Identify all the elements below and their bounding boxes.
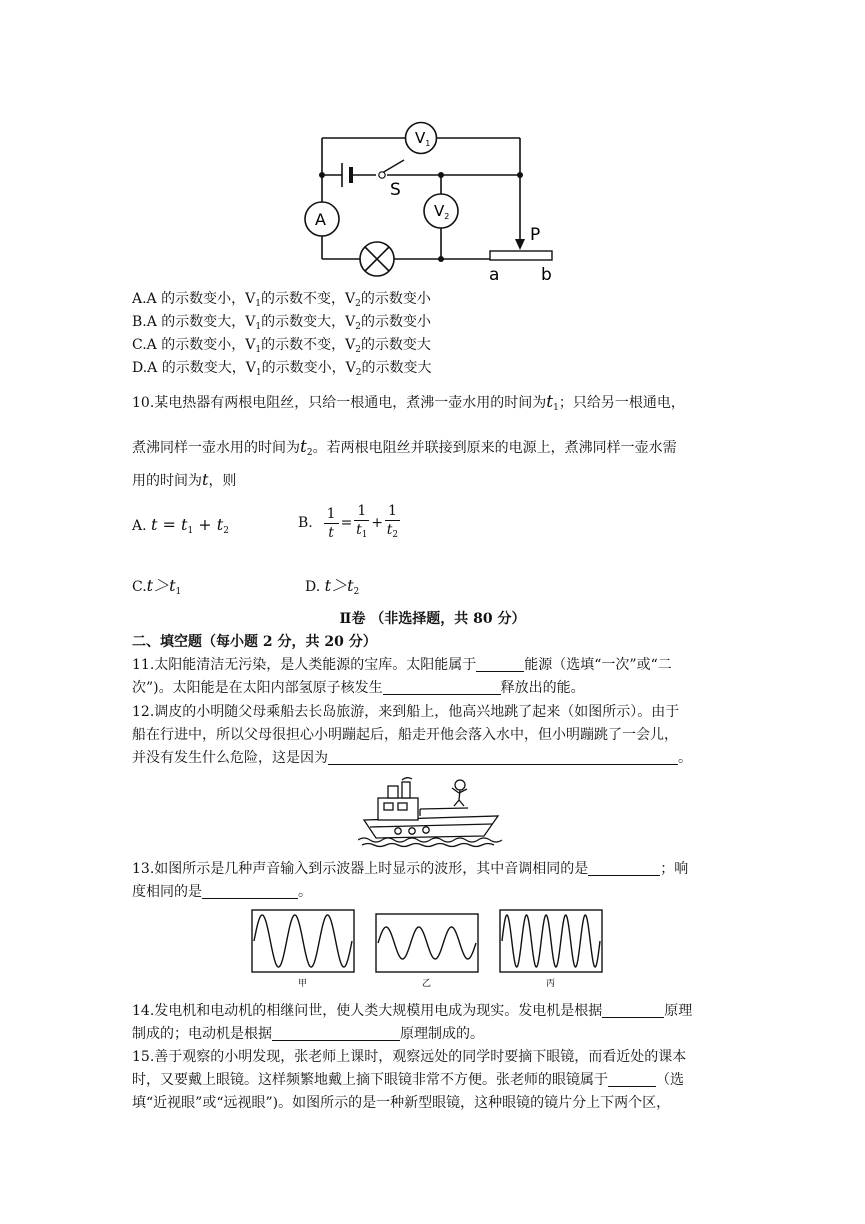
waveform-label-jia: 甲 [298, 979, 308, 989]
section2-title: 二、填空题（每小题 2 分，共 20 分） [132, 634, 377, 650]
switch-contact [379, 172, 385, 178]
fraction-1-over-t1: $\frac{1}{t_1}$ [356, 503, 368, 540]
ammeter-label: A [315, 210, 326, 229]
boat-illustration [358, 776, 508, 848]
junction-dot [438, 256, 444, 262]
end-b-label: b [541, 265, 552, 285]
q14-line-1: 14.发电机和电动机的相继问世，使人类大规模用电成为现实。发电机是根据 原理 [132, 1003, 693, 1019]
q12-line-1: 12.调皮的小明随父母乘船去长岛旅游，来到船上，他高兴地跳了起来（如图所示）。由于 [132, 704, 680, 720]
answer-blank[interactable] [383, 678, 501, 695]
q13-line-2: 度相同的是 。 [132, 884, 312, 900]
waveform-panels [250, 908, 610, 990]
fraction-1-over-t: $\frac{1}{t}$ [324, 505, 339, 542]
q10-line-2: 煮沸同样一壶水用的时间为$t_2$。若两根电阻丝并联接到原来的电源上，煮沸同样一壶水需 [132, 437, 677, 458]
switch-label: S [390, 180, 401, 200]
answer-blank[interactable] [602, 1001, 664, 1018]
q10-option-c: $C.t>t_1$ [132, 576, 182, 597]
q10-line-3: 用的时间为t，则 [132, 470, 237, 489]
fraction-1-over-t2: $\frac{1}{t_2}$ [386, 503, 399, 540]
q9-option-c: C.A 的示数变小，$V_1$的示数不变，$V_2$的示数变大 [132, 337, 431, 355]
switch-blade [382, 160, 404, 173]
answer-blank[interactable] [608, 1070, 656, 1087]
rheostat [490, 251, 552, 260]
q11-line-1: 11.太阳能清洁无污染，是人类能源的宝库。太阳能属于 能源（选填“一次”或“二 [132, 657, 672, 673]
answer-blank[interactable] [476, 655, 524, 672]
q15-line-2: 时，又要戴上眼镜。这样频繁地戴上摘下眼镜非常不方便。张老师的眼镜属于 （选 [132, 1072, 684, 1088]
q12-line-2: 船在行进中，所以父母很担心小明蹦起后，船走开他会落入水中，但小明蹦跳了一会儿， [132, 727, 678, 743]
q10-option-a: A. $t = t_1 + t_2$ [132, 515, 229, 536]
waveform-label-yi: 乙 [422, 979, 432, 989]
q9-option-a: A.A 的示数变小，$V_1$的示数不变，$V_2$的示数变小 [132, 291, 431, 309]
answer-blank[interactable] [272, 1024, 400, 1041]
q9-option-b: B.A 的示数变大，$V_1$的示数变大，$V_2$的示数变小 [132, 314, 432, 332]
q9-option-d: D.A 的示数变大，$V_1$的示数变小，$V_2$的示数变大 [132, 360, 432, 378]
answer-blank[interactable] [202, 882, 298, 899]
q15-line-3: 填“近视眼”或“远视眼”)。如图所示的是一种新型眼镜，这种眼镜的镜片分上下两个区， [132, 1095, 671, 1111]
slider-arrow [515, 239, 525, 250]
answer-blank[interactable] [328, 748, 678, 765]
q10-line-1: 10.某电热器有两根电阻丝，只给一根通电，煮沸一壶水用的时间为$t_1$；只给另一根通电， [132, 392, 685, 413]
v1-label: $V_1$ [415, 129, 431, 148]
answer-blank[interactable] [588, 859, 660, 876]
waveform-bing [502, 915, 600, 967]
q11-line-2: 次”)。太阳能是在太阳内部氢原子核发生 释放出的能。 [132, 680, 585, 696]
q10-option-d: D. $t>t_2$ [305, 576, 360, 597]
q12-line-3: 并没有发生什么危险，这是因为 。 [132, 750, 692, 766]
q10-option-b: B. $\frac{1}{t}$ = $\frac{1}{t_1}$ + $\frac{1}{t_2}$ [298, 502, 402, 544]
junction-dot [438, 172, 444, 178]
v2-label: $V_2$ [434, 202, 450, 221]
part2-title: Ⅱ卷 （非选择题，共 80 分） [339, 611, 526, 627]
q14-line-2: 制成的；电动机是根据 原理制成的。 [132, 1026, 484, 1042]
junction-dot [517, 172, 523, 178]
q15-line-1: 15.善于观察的小明发现，张老师上课时，观察远处的同学时要摘下眼镜，而看近处的课本 [132, 1049, 687, 1065]
q13-line-1: 13.如图所示是几种声音输入到示波器上时显示的波形，其中音调相同的是 ；响 [132, 861, 689, 877]
waveform-yi [378, 927, 476, 959]
end-a-label: a [489, 265, 500, 285]
circuit-diagram [290, 105, 570, 285]
junction-dot [319, 172, 325, 178]
waveform-jia [254, 915, 352, 967]
waveform-label-bing: 丙 [546, 979, 556, 989]
slider-label: P [530, 225, 541, 245]
